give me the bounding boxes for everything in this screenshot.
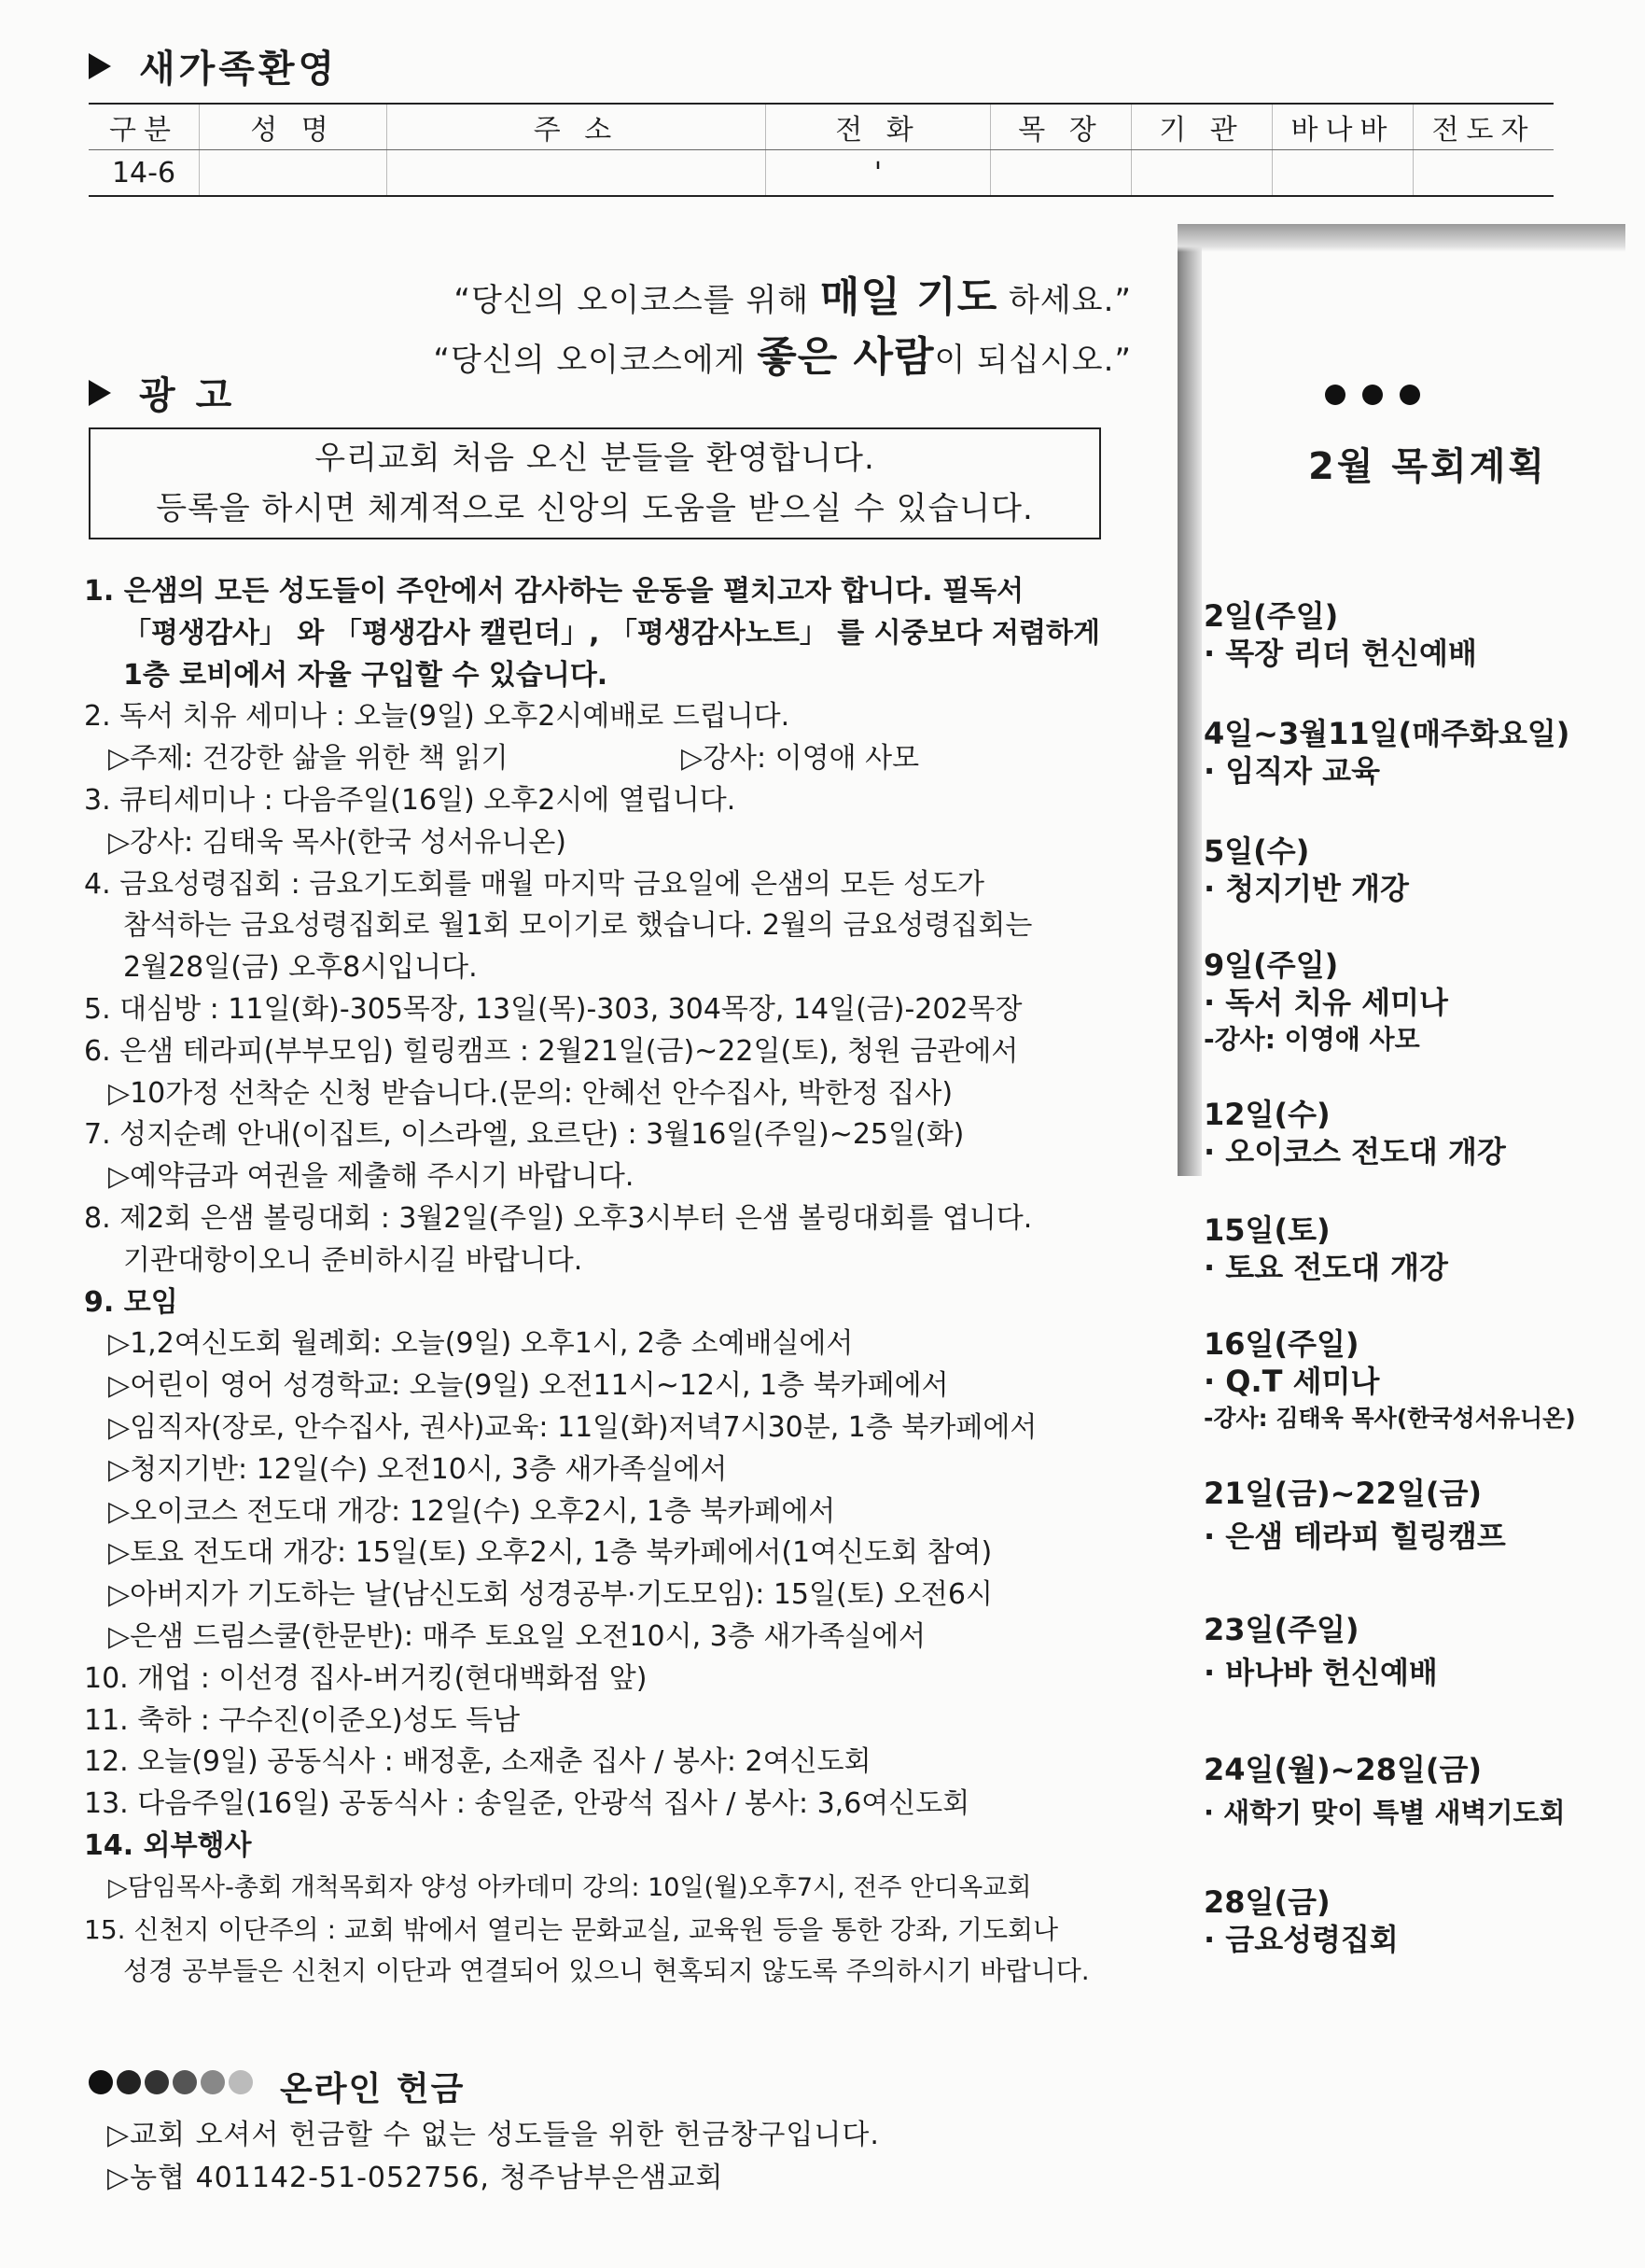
table-cell (1132, 150, 1273, 197)
table-cell: 14-6 (89, 150, 200, 197)
online-offering-title: 온라인 헌금 (280, 2070, 466, 2108)
table-row (89, 150, 1554, 197)
list-item: 4. 금요성령집회 : 금요기도회를 매월 마지막 금요일에 은샘의 모든 성도가 (84, 867, 984, 901)
plan-date: 4일~3월11일(매주화요일) (1204, 716, 1570, 751)
list-item: ▷토요 전도대 개강: 15일(토) 오후2시, 1층 북카페에서(1여신도회 참여) (108, 1536, 993, 1570)
column-header: 전도자 (1414, 104, 1554, 150)
welcome-line: 등록을 하시면 체계적으로 신앙의 도움을 받으실 수 있습니다. (156, 490, 1034, 527)
plan-date: 2일(주일) (1204, 598, 1339, 634)
list-item: ▷청지기반: 12일(수) 오전10시, 3층 새가족실에서 (108, 1452, 728, 1486)
plan-entry (1204, 1211, 1614, 1286)
new-family-table (89, 103, 1554, 197)
plan-item: · 독서 치유 세미나 (1204, 985, 1448, 1020)
ads-title: 광 고 (89, 366, 235, 419)
plan-date: 21일(금)~22일(금) (1204, 1476, 1483, 1511)
list-item: 1. 은샘의 모든 성도들이 주안에서 감사하는 운동을 펼치고자 합니다. 필독서 (84, 575, 1025, 608)
plan-date: 5일(수) (1204, 833, 1310, 869)
list-item: ▷예약금과 여권을 제출해 주시기 바랍니다. (108, 1160, 634, 1194)
list-item: 「평생감사」 와 「평생감사 캘린더」, 「평생감사노트」 를 시중보다 저렴하게 (123, 616, 1100, 650)
list-item: ▷1,2여신도회 월례회: 오늘(9일) 오후1시, 2층 소예배실에서 (108, 1327, 854, 1361)
plan-item: · 임직자 교육 (1204, 753, 1380, 789)
welcome-box (89, 427, 1101, 539)
list-item: ▷10가정 선착순 신청 받습니다.(문의: 안혜선 안수집사, 박한정 집사) (108, 1076, 954, 1110)
list-item: 1층 로비에서 자율 구입할 수 있습니다. (123, 658, 608, 692)
plan-date: 12일(수) (1204, 1097, 1331, 1132)
list-item: 참석하는 금요성령집회로 월1회 모이기로 했습니다. 2월의 금요성령집회는 (123, 909, 1033, 943)
plan-entry (1204, 1883, 1614, 1958)
column-header: 바나바 (1273, 104, 1414, 150)
announcement-list (84, 571, 1138, 1993)
list-item: ▷담임목사-총회 개척목회자 양성 아카데미 강의: 10일(월)오후7시, 전주 안디옥교회 (108, 1872, 1032, 1902)
plan-item: · 오이코스 전도대 개강 (1204, 1134, 1506, 1169)
plan-entry (1204, 1751, 1614, 1831)
plan-entry (1204, 1325, 1614, 1437)
plan-title: 2월 목회계획 (1308, 445, 1547, 488)
list-item: 13. 다음주일(16일) 공동식사 : 송일준, 안광석 집사 / 봉사: 3,6여신도회 (84, 1787, 970, 1821)
plan-item: · 은샘 테라피 힐링캠프 (1204, 1519, 1506, 1554)
list-item: 8. 제2회 은샘 볼링대회 : 3월2일(주일) 오후3시부터 은샘 볼링대회를 엽니다. (84, 1201, 1033, 1235)
list-item: 15. 신천지 이단주의 : 교회 밖에서 열리는 문화교실, 교육원 등을 통한 강좌, 기도회나 (84, 1913, 1059, 1945)
plan-date: 24일(월)~28일(금) (1204, 1752, 1483, 1787)
column-header: 성 명 (200, 104, 387, 150)
plan-item: -강사: 이영애 사모 (1204, 1024, 1420, 1055)
list-item: ▷아버지가 기도하는 날(남신도회 성경공부·기도모임): 15일(토) 오전6시 (108, 1578, 993, 1612)
table-cell (991, 150, 1132, 197)
list-item: 6. 은샘 테라피(부부모임) 힐링캠프 : 2월21일(금)~22일(토), 청원 금관에서 (84, 1034, 1019, 1068)
list-item: 9. 모임 (84, 1285, 178, 1319)
welcome-line: 우리교회 처음 오신 분들을 환영합니다. (314, 440, 875, 477)
plan-entry (1204, 1611, 1614, 1691)
plan-item: · 금요성령집회 (1204, 1922, 1399, 1957)
plan-date: 9일(주일) (1204, 947, 1339, 983)
list-item: 3. 큐티세미나 : 다음주일(16일) 오후2시에 열립니다. (84, 783, 736, 817)
plan-item: · 청지기반 개강 (1204, 871, 1409, 906)
plan-date: 28일(금) (1204, 1884, 1331, 1920)
plan-entry (1204, 1096, 1614, 1170)
plan-date: 15일(토) (1204, 1212, 1331, 1248)
table-cell (387, 150, 766, 197)
dots-icon (1325, 385, 1420, 405)
sidebar-decoration (1178, 224, 1202, 1176)
table-cell (200, 150, 387, 197)
list-item: 성경 공부들은 신천지 이단과 연결되어 있으니 현혹되지 않도록 주의하시기 바랍니다. (123, 1955, 1090, 1987)
plan-item: -강사: 김태욱 목사(한국성서유니온) (1204, 1405, 1576, 1432)
online-offering-account: ▷농협 401142-51-052756, 청주남부은샘교회 (107, 2162, 724, 2194)
list-item: 11. 축하 : 구수진(이준오)성도 득남 (84, 1703, 521, 1737)
sidebar-decoration (1178, 224, 1625, 252)
table-cell: ' (766, 150, 991, 197)
list-item: 2. 독서 치유 세미나 : 오늘(9일) 오후2시예배로 드립니다. (84, 700, 790, 734)
plan-date: 23일(주일) (1204, 1612, 1359, 1647)
plan-item: · 토요 전도대 개강 (1204, 1250, 1448, 1285)
list-item: ▷은샘 드림스쿨(한문반): 매주 토요일 오전10시, 3층 새가족실에서 (108, 1619, 927, 1653)
column-header: 주 소 (387, 104, 766, 150)
column-header: 기 관 (1132, 104, 1273, 150)
list-item: ▷임직자(장로, 안수집사, 권사)교육: 11일(화)저녁7시30분, 1층 북카페에서 (108, 1410, 1038, 1444)
list-item: 5. 대심방 : 11일(화)-305목장, 13일(목)-303, 304목장, 14일(금)-202목장 (84, 992, 1023, 1026)
list-item: 7. 성지순례 안내(이집트, 이스라엘, 요르단) : 3월16일(주일)~25일(화) (84, 1118, 965, 1152)
quote-line-2: “당신의 오이코스에게 좋은 사람이 되십시오.” (433, 333, 1132, 381)
quote-line-1: “당신의 오이코스를 위해 매일 기도 하세요.” (453, 273, 1132, 321)
plan-entry (1204, 597, 1614, 672)
list-item: ▷주제: 건강한 삶을 위한 책 읽기 ▷강사: 이영애 사모 (108, 742, 920, 776)
plan-item: · Q.T 세미나 (1204, 1364, 1380, 1399)
table-cell (1273, 150, 1414, 197)
table-cell (1414, 150, 1554, 197)
list-item: 10. 개업 : 이선경 집사-버거킹(현대백화점 앞) (84, 1661, 648, 1695)
plan-entry (1204, 946, 1614, 1058)
list-item: ▷강사: 김태욱 목사(한국 성서유니온) (108, 825, 566, 859)
list-item: 2월28일(금) 오후8시입니다. (123, 951, 478, 985)
column-header: 전 화 (766, 104, 991, 150)
list-item: 기관대항이오니 준비하시길 바랍니다. (123, 1243, 583, 1277)
plan-entry (1204, 833, 1614, 907)
column-header: 목 장 (991, 104, 1132, 150)
triangle-bullet-icon (89, 380, 111, 406)
plan-item: · 새학기 맞이 특별 새벽기도회 (1204, 1797, 1566, 1828)
plan-entry (1204, 1475, 1614, 1555)
plan-item: · 바나바 헌신예배 (1204, 1655, 1438, 1690)
plan-item: · 목장 리더 헌신예배 (1204, 636, 1477, 671)
online-offering-line: ▷교회 오셔서 헌금할 수 없는 성도들을 위한 헌금창구입니다. (107, 2119, 880, 2151)
plan-entry (1204, 715, 1614, 790)
triangle-bullet-icon (89, 53, 111, 79)
list-item: 12. 오늘(9일) 공동식사 : 배정훈, 소재춘 집사 / 봉사: 2여신도회 (84, 1745, 871, 1779)
column-header: 구분 (89, 104, 200, 150)
new-family-title: 새가족환영 (89, 39, 338, 92)
list-item: ▷오이코스 전도대 개강: 12일(수) 오후2시, 1층 북카페에서 (108, 1494, 836, 1528)
list-item: 14. 외부행사 (84, 1828, 252, 1862)
plan-date: 16일(주일) (1204, 1326, 1359, 1362)
table-header-row (89, 104, 1554, 150)
dots-icon (89, 2070, 253, 2094)
list-item: ▷어린이 영어 성경학교: 오늘(9일) 오전11시~12시, 1층 북카페에서 (108, 1369, 949, 1403)
